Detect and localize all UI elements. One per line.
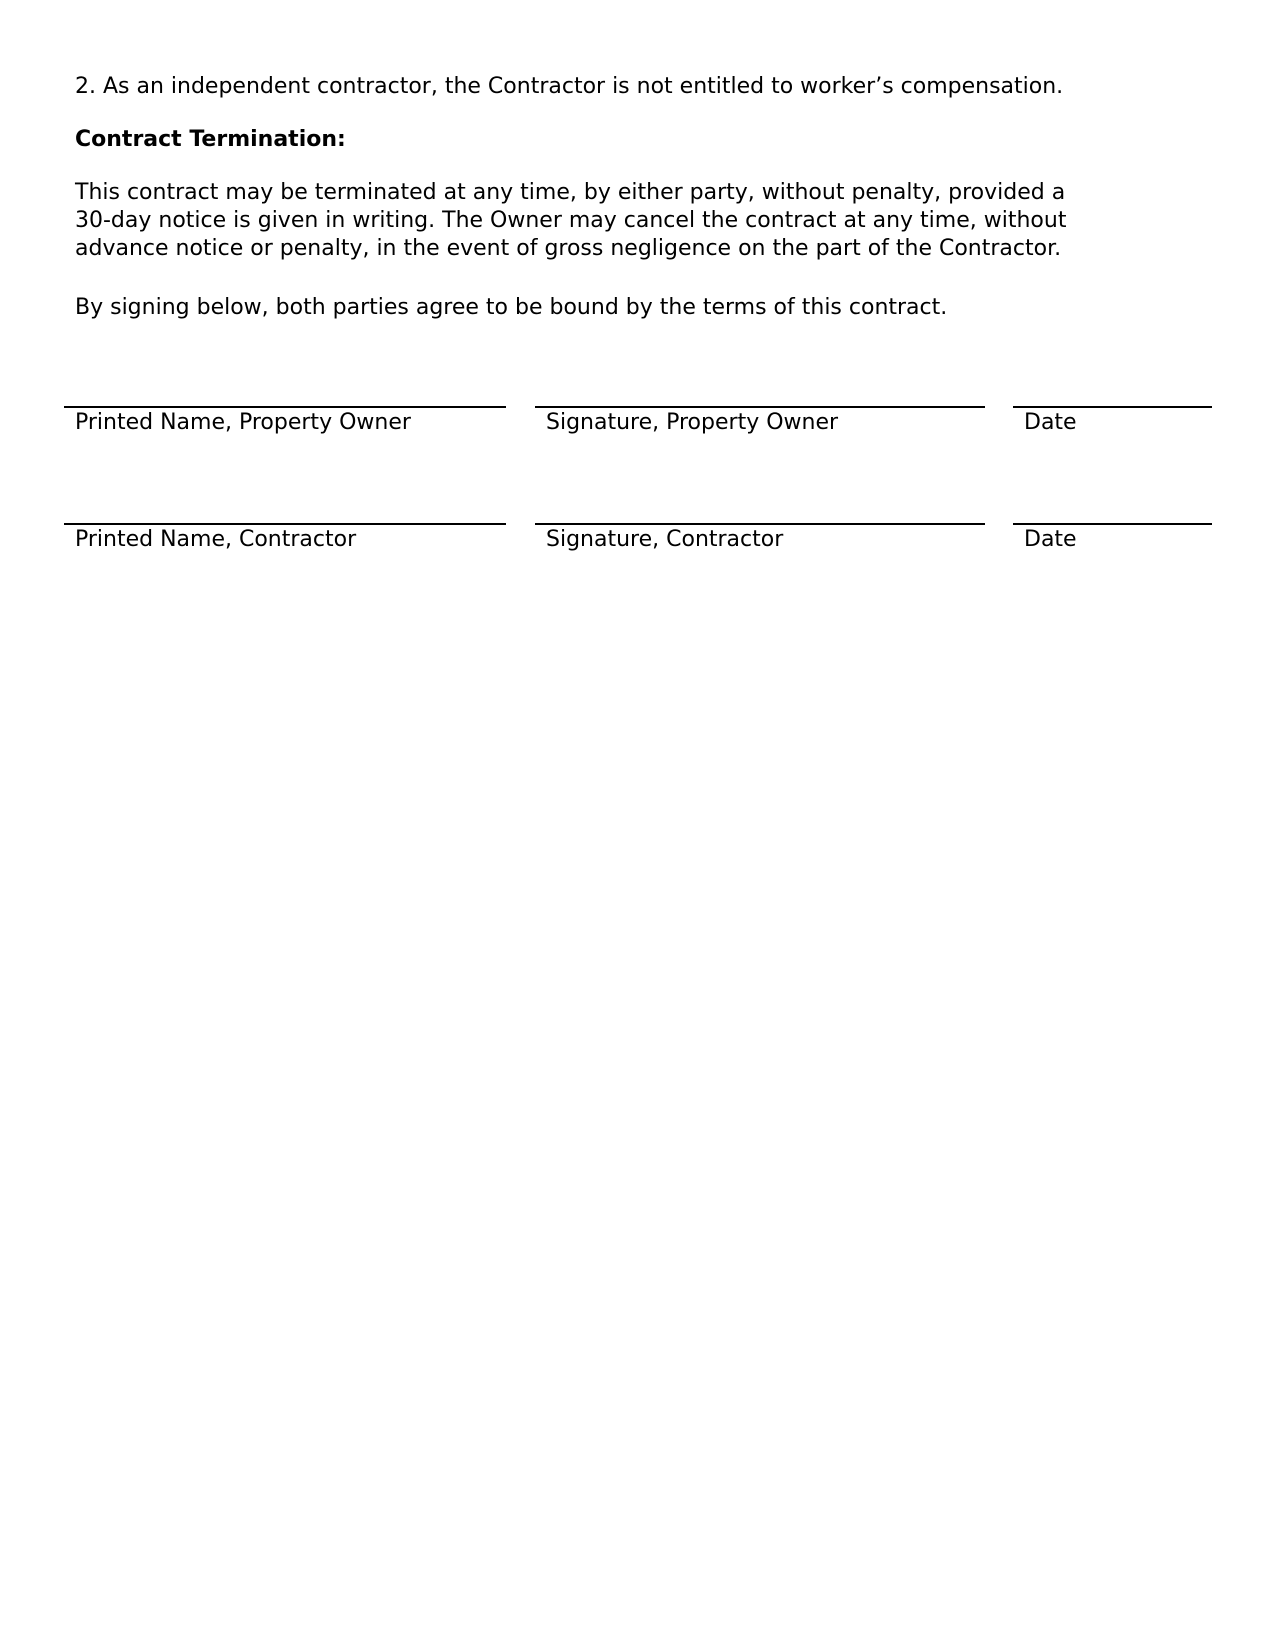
- owner-signature-line[interactable]: [535, 406, 985, 408]
- contractor-date-label: Date: [1024, 527, 1077, 552]
- termination-line: 30-day notice is given in writing. The Owner may cancel the contract at any time, without: [75, 208, 1067, 233]
- owner-printed-name-line[interactable]: [64, 406, 506, 408]
- clause-item-2: 2. As an independent contractor, the Contractor is not entitled to worker’s compensation.: [75, 74, 1064, 99]
- agreement-statement: By signing below, both parties agree to be bound by the terms of this contract.: [75, 295, 948, 320]
- contractor-date-line[interactable]: [1013, 523, 1212, 525]
- termination-heading: Contract Termination:: [75, 127, 346, 152]
- owner-printed-name-label: Printed Name, Property Owner: [75, 410, 411, 435]
- owner-date-line[interactable]: [1013, 406, 1212, 408]
- termination-line: This contract may be terminated at any time, by either party, without penalty, provided a: [75, 180, 1066, 205]
- termination-line: advance notice or penalty, in the event of gross negligence on the part of the Contractor.: [75, 236, 1062, 261]
- owner-signature-label: Signature, Property Owner: [546, 410, 839, 435]
- contractor-printed-name-label: Printed Name, Contractor: [75, 527, 357, 552]
- owner-date-label: Date: [1024, 410, 1077, 435]
- contractor-signature-label: Signature, Contractor: [546, 527, 784, 552]
- contractor-printed-name-line[interactable]: [64, 523, 506, 525]
- contractor-signature-line[interactable]: [535, 523, 985, 525]
- termination-paragraph: [75, 179, 1215, 263]
